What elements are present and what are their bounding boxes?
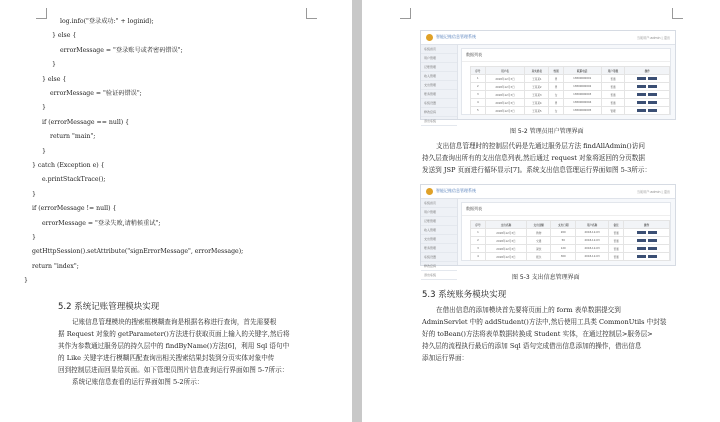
table-row <box>471 91 670 99</box>
sidebar-item[interactable]: 系统设置 <box>421 253 457 262</box>
table-cell: 2018年12月3日 <box>486 237 527 245</box>
sidebar-item[interactable]: 退出系统 <box>421 117 457 126</box>
table-header-row <box>471 221 670 229</box>
data-table <box>470 66 670 115</box>
table-cell: 2018年12月3日 <box>485 75 525 83</box>
code-line: } <box>32 234 36 241</box>
table-cell: 2018年12月3日 <box>486 229 527 237</box>
table-cell: 普通 <box>609 229 624 237</box>
code-line: errorMessage = "登录账号或者密码错误"; <box>60 46 183 54</box>
table-cell: 2 <box>471 83 486 91</box>
code-line: } <box>52 61 56 69</box>
sidebar-item[interactable]: 记账管理 <box>421 63 457 72</box>
page-gap <box>352 0 362 422</box>
delete-button[interactable] <box>648 247 657 250</box>
paragraph-line: 据 Request 对象的 getParameter()方法进行获取页面上输入的关键字,然后将 <box>58 330 290 338</box>
column-header: 操作 <box>625 67 670 75</box>
table-cell: 300 <box>551 253 576 261</box>
table-cell: 4 <box>471 99 486 107</box>
table-row <box>471 75 670 83</box>
delete-button[interactable] <box>648 101 657 104</box>
table-cell: 13800000001 <box>563 75 601 83</box>
code-line: } <box>42 147 46 155</box>
edit-button[interactable] <box>637 231 646 234</box>
table-cell: 120 <box>551 245 576 253</box>
table-cell: 男 <box>549 75 564 83</box>
panel-title: 数据列表 <box>462 49 670 62</box>
paragraph <box>58 316 320 388</box>
sidebar-item[interactable]: 用户管理 <box>421 54 457 63</box>
sidebar-item[interactable]: 系统设置 <box>421 99 457 108</box>
paragraph-line: 持久层查询出所有的支出信息列表,然后通过 request 对象将返回的分页数据 <box>422 154 645 162</box>
app-brand: 智能记账信息管理系统 <box>436 188 476 193</box>
table-row <box>471 253 670 261</box>
table-cell: 男 <box>549 83 564 91</box>
table-cell: 普通 <box>609 253 624 261</box>
column-header: 真实姓名 <box>525 67 549 75</box>
code-line: errorMessage = "登录失败,请稍候重试"; <box>42 219 161 227</box>
table-cell: 13800000004 <box>563 99 601 107</box>
delete-button[interactable] <box>648 239 657 242</box>
sidebar-item[interactable]: 用户管理 <box>421 208 457 217</box>
table-cell: 普通 <box>601 75 625 83</box>
app-sidebar <box>421 45 458 123</box>
table-row <box>471 107 670 115</box>
table-cell: 管理 <box>601 107 625 115</box>
data-table <box>470 220 670 261</box>
right-page <box>362 0 720 422</box>
sidebar-item[interactable]: 收入管理 <box>421 72 457 81</box>
code-line: } else { <box>52 32 77 40</box>
table-cell: 2018年12月3日 <box>485 107 525 115</box>
table-header-row <box>471 67 670 75</box>
screenshot-expense-management <box>420 184 676 277</box>
paragraph <box>422 304 684 364</box>
paragraph-line: 支出信息管理时的控制层代码是先通过服务层方法 findAllAdmin()访问 <box>436 142 645 150</box>
table-row <box>471 83 670 91</box>
column-header: 支出日期 <box>551 221 576 229</box>
table-cell: 普通 <box>609 237 624 245</box>
screenshot-user-management <box>420 30 676 123</box>
table-cell: 2018年12月3日 <box>486 253 527 261</box>
delete-button[interactable] <box>648 77 657 80</box>
section-heading: 5.2 系统记账管理模块实现 <box>58 302 160 312</box>
table-cell: 王某某5 <box>525 107 549 115</box>
table-cell: 王某某3 <box>525 91 549 99</box>
table-cell: 2018-12-03 <box>575 245 608 253</box>
sidebar-item[interactable]: 收入管理 <box>421 226 457 235</box>
column-header: 用户名称 <box>575 221 608 229</box>
app-main-panel <box>461 48 671 115</box>
paragraph-line: 好的 toBean()方法将表单数据转换成 Student 实体，在通过控制层>服务层> <box>422 330 653 338</box>
table-cell: 200 <box>551 229 576 237</box>
column-header: 用户名 <box>485 67 525 75</box>
paragraph-line: AdminServlet 中的 addStudent()方法中,然后使用工具类 CommonUtils 中封装 <box>422 318 667 326</box>
delete-button[interactable] <box>648 85 657 88</box>
paragraph <box>422 140 684 176</box>
paragraph-line: 添加运行界面： <box>422 354 469 362</box>
app-brand: 智能记账信息管理系统 <box>436 34 476 39</box>
delete-button[interactable] <box>648 109 657 112</box>
delete-button[interactable] <box>648 255 657 258</box>
table-cell: 2018年12月3日 <box>485 99 525 107</box>
table-cell: 2018年12月3日 <box>485 91 525 99</box>
table-cell <box>624 253 670 261</box>
table-row <box>471 237 670 245</box>
paragraph-line: 在借出信息的添加模块首先要将页面上的 form 表单数据提交到 <box>436 306 621 314</box>
figure-caption: 图 5-3 支出信息管理界面 <box>512 274 580 281</box>
table-cell: 女 <box>549 107 564 115</box>
edit-button[interactable] <box>637 109 646 112</box>
table-cell: 娱乐 <box>526 253 551 261</box>
logo-icon <box>426 188 433 195</box>
app-topbar <box>421 31 675 45</box>
table-cell: 普通 <box>601 83 625 91</box>
sidebar-item[interactable]: 修改密码 <box>421 262 457 271</box>
column-header: 支出名称 <box>486 221 527 229</box>
app-topbar <box>421 185 675 199</box>
paragraph-line: 其作为参数通过服务层的持久层中的 findByName()方法[6]，利用 Sql 语句中 <box>58 342 290 350</box>
logo-icon <box>426 34 433 41</box>
column-header: 序号 <box>471 221 486 229</box>
table-cell <box>624 245 670 253</box>
code-line: return "index"; <box>32 262 79 270</box>
code-line: e.printStackTrace(); <box>42 176 106 184</box>
edit-button[interactable] <box>637 77 646 80</box>
edit-button[interactable] <box>637 85 646 88</box>
code-line: getHttpSession().setAttribute("signErrorMessage", errorMessage); <box>32 248 244 256</box>
table-cell: 普通 <box>601 99 625 107</box>
edit-button[interactable] <box>637 255 646 258</box>
table-cell: 3 <box>471 91 486 99</box>
paragraph-line: 持久层的流程执行最后的添加 Sql 语句完成借出信息添加的操作，借出信息 <box>422 342 642 350</box>
app-main-panel <box>461 202 671 261</box>
panel-title: 数据列表 <box>462 203 670 216</box>
margin-marker <box>306 8 317 19</box>
code-line: } catch (Exception e) { <box>32 162 105 169</box>
section-heading: 5.3 系统账务模块实现 <box>422 290 507 300</box>
table-cell: 王某某4 <box>525 99 549 107</box>
table-cell: 2 <box>471 237 486 245</box>
table-cell: 3 <box>471 245 486 253</box>
margin-marker <box>400 8 411 19</box>
table-cell <box>625 91 670 99</box>
table-cell: 2018年12月3日 <box>485 83 525 91</box>
table-cell: 王某某1 <box>525 75 549 83</box>
table-cell: 13800000003 <box>563 91 601 99</box>
edit-button[interactable] <box>637 239 646 242</box>
table-cell: 男 <box>549 99 564 107</box>
edit-button[interactable] <box>637 93 646 96</box>
sidebar-item[interactable]: 账务管理 <box>421 244 457 253</box>
table-cell: 女 <box>549 91 564 99</box>
paragraph-line: 回到控制层进而回显给页面。如下管理员图片信息查询运行界面如图 5-7所示： <box>58 366 289 374</box>
code-line: } else { <box>42 75 67 83</box>
table-row <box>471 99 670 107</box>
user-info: 当前用户:admin | 退出 <box>636 190 670 194</box>
code-line: if (errorMessage != null) { <box>32 205 117 213</box>
table-cell: 普通 <box>601 91 625 99</box>
code-line: log.info("登录成功:" + loginid); <box>60 18 154 25</box>
code-line: } <box>32 190 36 198</box>
column-header: 序号 <box>471 67 486 75</box>
sidebar-item[interactable]: 账务管理 <box>421 90 457 99</box>
paragraph-line: 系统记账信息查看的运行界面如图 5-2所示： <box>72 378 204 386</box>
margin-marker <box>36 8 47 19</box>
column-header: 备注 <box>609 221 624 229</box>
table-cell: 5 <box>471 107 486 115</box>
edit-button[interactable] <box>637 247 646 250</box>
table-cell: 2018-12-03 <box>575 253 608 261</box>
app-sidebar <box>421 199 458 277</box>
sidebar-item[interactable]: 系统首页 <box>421 45 457 54</box>
sidebar-item[interactable]: 记账管理 <box>421 217 457 226</box>
table-cell: 购物 <box>526 229 551 237</box>
table-cell: 13800000005 <box>563 107 601 115</box>
table-cell: 2018-12-03 <box>575 229 608 237</box>
table-cell <box>625 99 670 107</box>
table-cell <box>624 229 670 237</box>
table-cell: 2018年12月3日 <box>486 245 527 253</box>
column-header: 用户等级 <box>601 67 625 75</box>
table-cell <box>625 83 670 91</box>
table-row <box>471 229 670 237</box>
delete-button[interactable] <box>648 231 657 234</box>
table-cell: 王某某2 <box>525 83 549 91</box>
paragraph-line: 发送到 JSP 页面进行循环显示[7]。系统支出信息管理运行界面如图 5-3所示： <box>422 166 652 174</box>
edit-button[interactable] <box>637 101 646 104</box>
table-row <box>471 245 670 253</box>
figure-caption: 图 5-2 管理员用户管理界面 <box>510 128 584 135</box>
table-cell: 50 <box>551 237 576 245</box>
table-cell: 2018-12-03 <box>575 237 608 245</box>
code-line: if (errorMessage == null) { <box>42 118 130 126</box>
code-line: errorMessage = "验证码错误"; <box>50 90 142 97</box>
sidebar-item[interactable]: 退出系统 <box>421 271 457 280</box>
sidebar-item[interactable]: 支出管理 <box>421 235 457 244</box>
user-info: 当前用户:admin | 退出 <box>636 36 670 40</box>
margin-marker <box>672 8 683 19</box>
table-cell: 13800000002 <box>563 83 601 91</box>
table-cell: 餐饮 <box>526 245 551 253</box>
sidebar-item[interactable]: 系统首页 <box>421 199 457 208</box>
delete-button[interactable] <box>648 93 657 96</box>
table-cell <box>624 237 670 245</box>
table-cell <box>625 107 670 115</box>
code-line: } <box>24 277 28 285</box>
table-cell: 普通 <box>609 245 624 253</box>
column-header: 联系电话 <box>563 67 601 75</box>
column-header: 支出金额 <box>526 221 551 229</box>
column-header: 性别 <box>549 67 564 75</box>
code-line: return "main"; <box>50 133 96 141</box>
table-cell: 交通 <box>526 237 551 245</box>
table-cell: 1 <box>471 229 486 237</box>
left-page <box>0 0 352 422</box>
table-cell: 4 <box>471 253 486 261</box>
column-header: 操作 <box>624 221 670 229</box>
paragraph-line: 记账信息管理模块的搜索框模糊查询是根据名称进行查询，首先需要根 <box>72 318 277 326</box>
table-cell: 1 <box>471 75 486 83</box>
code-line: } <box>42 104 46 112</box>
sidebar-item[interactable]: 支出管理 <box>421 81 457 90</box>
paragraph-line: 的 Like 关键字进行模糊匹配查询出相关搜索结果封装到分页实体对象中传 <box>58 354 275 362</box>
sidebar-item[interactable]: 修改密码 <box>421 108 457 117</box>
table-cell <box>625 75 670 83</box>
